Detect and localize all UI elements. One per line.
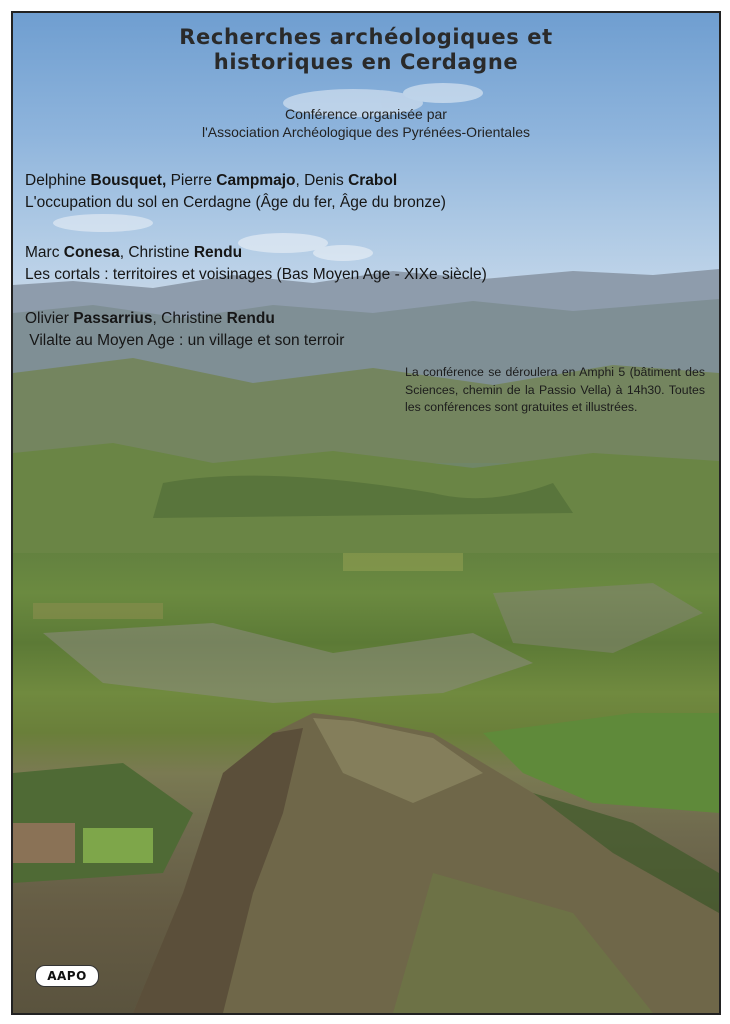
speaker-last-name: Conesa [63,244,120,261]
talk-speakers [25,242,487,264]
speaker-last-name: Bousquet, [90,172,167,189]
speaker-last-name: Rendu [226,310,275,327]
aapo-logo: AAPO [35,965,99,987]
talk-speakers [25,308,344,330]
organizer-line-1: Conférence organisée par [285,106,447,122]
talk-3 [25,308,344,352]
speaker-last-name: Rendu [193,244,243,261]
landscape-photo [13,13,719,1013]
speaker-first-name: Delphine [25,172,91,189]
talk-speakers [25,170,446,192]
talk-1 [25,170,446,214]
organizer-line-2: l'Association Archéologique des Pyrénées-Orientales [202,124,530,140]
speaker-first-name: , Christine [119,244,194,261]
speaker-last-name: Crabol [348,172,398,189]
speaker-last-name: Passarrius [73,310,153,327]
speaker-first-name: , Christine [152,310,227,327]
poster-title [13,25,719,75]
venue-info: La conférence se déroulera en Amphi 5 (bâtiment des Sciences, chemin de la Passio Vella) à 14h30. Toutes les conférences sont gratuites et illustrées. [405,365,705,414]
title-line-1: Recherches archéologiques et [179,25,553,49]
talk-topic: Les cortals : territoires et voisinages (Bas Moyen Age - XIXe siècle) [25,266,487,283]
speaker-first-name: Olivier [25,310,74,327]
poster [11,11,721,1015]
speaker-first-name: , Denis [295,172,349,189]
speaker-first-name: Marc [25,244,64,261]
talk-topic: L'occupation du sol en Cerdagne (Âge du fer, Âge du bronze) [25,194,446,211]
speaker-last-name: Campmajo [216,172,296,189]
talk-topic: Vilalte au Moyen Age : un village et son terroir [25,332,345,349]
talk-2 [25,242,487,286]
title-line-2: historiques en Cerdagne [213,50,519,74]
speaker-first-name: Pierre [166,172,217,189]
organizer-block [13,105,719,141]
